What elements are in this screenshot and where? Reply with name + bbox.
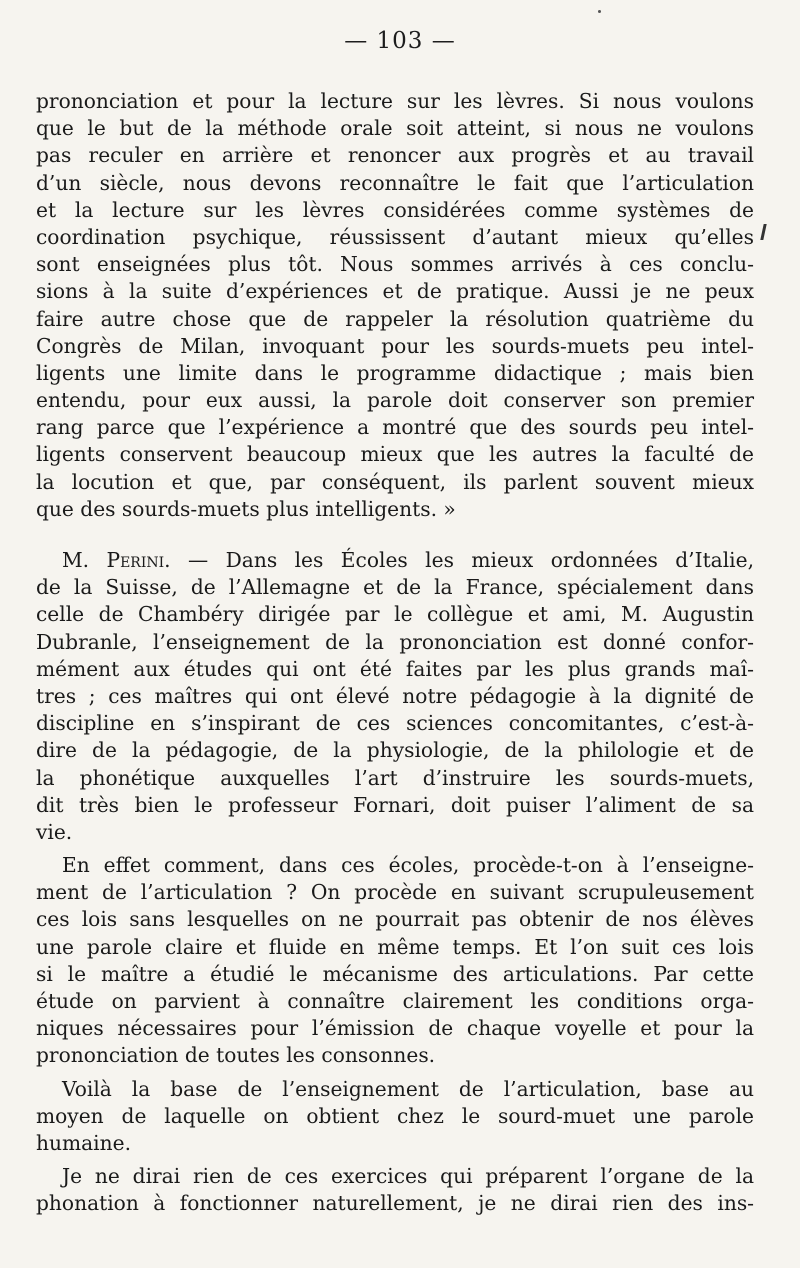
text-line: et la lecture sur les lèvres considérées comme systèmes de	[36, 197, 754, 222]
text-line: Congrès de Milan, invoquant pour les sourds-muets peu intel-	[36, 333, 754, 358]
paper-speck	[598, 10, 601, 13]
text-line: sions à la suite d’expériences et de pratique. Aussi je ne peux	[36, 279, 754, 304]
paragraph-gap	[36, 523, 754, 547]
page-body	[36, 88, 754, 1218]
text-line: En effet comment, dans ces écoles, procède-t-on à l’enseigne-	[62, 853, 754, 878]
text-line: étude on parvient à connaître clairement les conditions orga-	[36, 989, 754, 1013]
speaker-name: M. Perini.	[62, 548, 171, 572]
text-line: la locution et que, par conséquent, ils parlent souvent mieux	[36, 469, 754, 494]
text-line: vie.	[36, 819, 73, 844]
paragraph-4	[36, 1076, 754, 1158]
text-fragment: — Dans les Écoles les mieux ordonnées d’Italie,	[170, 548, 754, 572]
text-line: d’un siècle, nous devons reconnaître le fait que l’articulation	[36, 170, 754, 195]
text-line: faire autre chose que de rappeler la résolution quatrième du	[36, 306, 754, 331]
text-line: entendu, pour eux aussi, la parole doit conserver son premier	[36, 388, 754, 413]
text-line: que des sourds-muets plus intelligents. »	[36, 496, 456, 521]
paragraph-2	[36, 547, 754, 846]
text-line: tres ; ces maîtres qui ont élevé notre pédagogie à la dignité de	[36, 683, 754, 708]
text-line: Dubranle, l’enseignement de la prononciation est donné confor-	[36, 629, 754, 654]
text-line: coordination psychique, réussissent d’autant mieux qu’elles	[36, 224, 754, 249]
text-line: mément aux études qui ont été faites par les plus grands maî-	[36, 656, 754, 681]
text-line	[36, 547, 754, 574]
text-line: une parole claire et fluide en même temps. Et l’on suit ces lois	[36, 934, 754, 959]
page-number: — 103 —	[344, 28, 456, 54]
paragraph-5	[36, 1163, 754, 1217]
text-line: celle de Chambéry dirigée par le collègue et ami, M. Augustin	[36, 602, 754, 627]
text-line: discipline en s’inspirant de ces sciences concomitantes, c’est-à-	[36, 711, 754, 736]
text-line: rang parce que l’expérience a montré que des sourds peu intel-	[36, 415, 754, 440]
text-line: Je ne dirai rien de ces exercices qui préparent l’organe de la	[62, 1164, 754, 1189]
text-line: que le but de la méthode orale soit atteint, si nous ne voulons	[36, 116, 754, 141]
text-line: prononciation de toutes les consonnes.	[36, 1043, 436, 1068]
text-line: sont enseignées plus tôt. Nous sommes arrivés à ces conclu-	[36, 252, 754, 277]
paragraph-3	[36, 852, 754, 1070]
text-line: dire de la pédagogie, de la physiologie, de la philologie et de	[36, 738, 754, 763]
text-line: prononciation et pour la lecture sur les lèvres. Si nous voulons	[36, 89, 754, 113]
paragraph-1	[36, 88, 754, 523]
text-line: ces lois sans lesquelles on ne pourrait pas obtenir de nos élèves	[36, 907, 754, 932]
text-line: ligents conservent beaucoup mieux que les autres la faculté de	[36, 442, 754, 467]
text-line: dit très bien le professeur Fornari, doit puiser l’aliment de sa	[36, 792, 754, 817]
text-line: pas reculer en arrière et renoncer aux progrès et au travail	[36, 143, 754, 168]
text-line: de la Suisse, de l’Allemagne et de la France, spécialement dans	[36, 575, 754, 600]
text-line: si le maître a étudié le mécanisme des articulations. Par cette	[36, 961, 754, 986]
text-line: la phonétique auxquelles l’art d’instruire les sourds-muets,	[36, 765, 754, 790]
text-line: humaine.	[36, 1130, 132, 1155]
text-line: Voilà la base de l’enseignement de l’articulation, base au	[62, 1076, 754, 1101]
text-line: phonation à fonctionner naturellement, je ne dirai rien des ins-	[36, 1191, 754, 1216]
margin-mark	[760, 224, 766, 240]
text-line: ment de l’articulation ? On procède en suivant scrupuleusement	[36, 880, 754, 905]
text-line: niques nécessaires pour l’émission de chaque voyelle et pour la	[36, 1016, 754, 1041]
text-line: moyen de laquelle on obtient chez le sourd-muet une parole	[36, 1103, 754, 1128]
text-line: ligents une limite dans le programme didactique ; mais bien	[36, 360, 754, 385]
